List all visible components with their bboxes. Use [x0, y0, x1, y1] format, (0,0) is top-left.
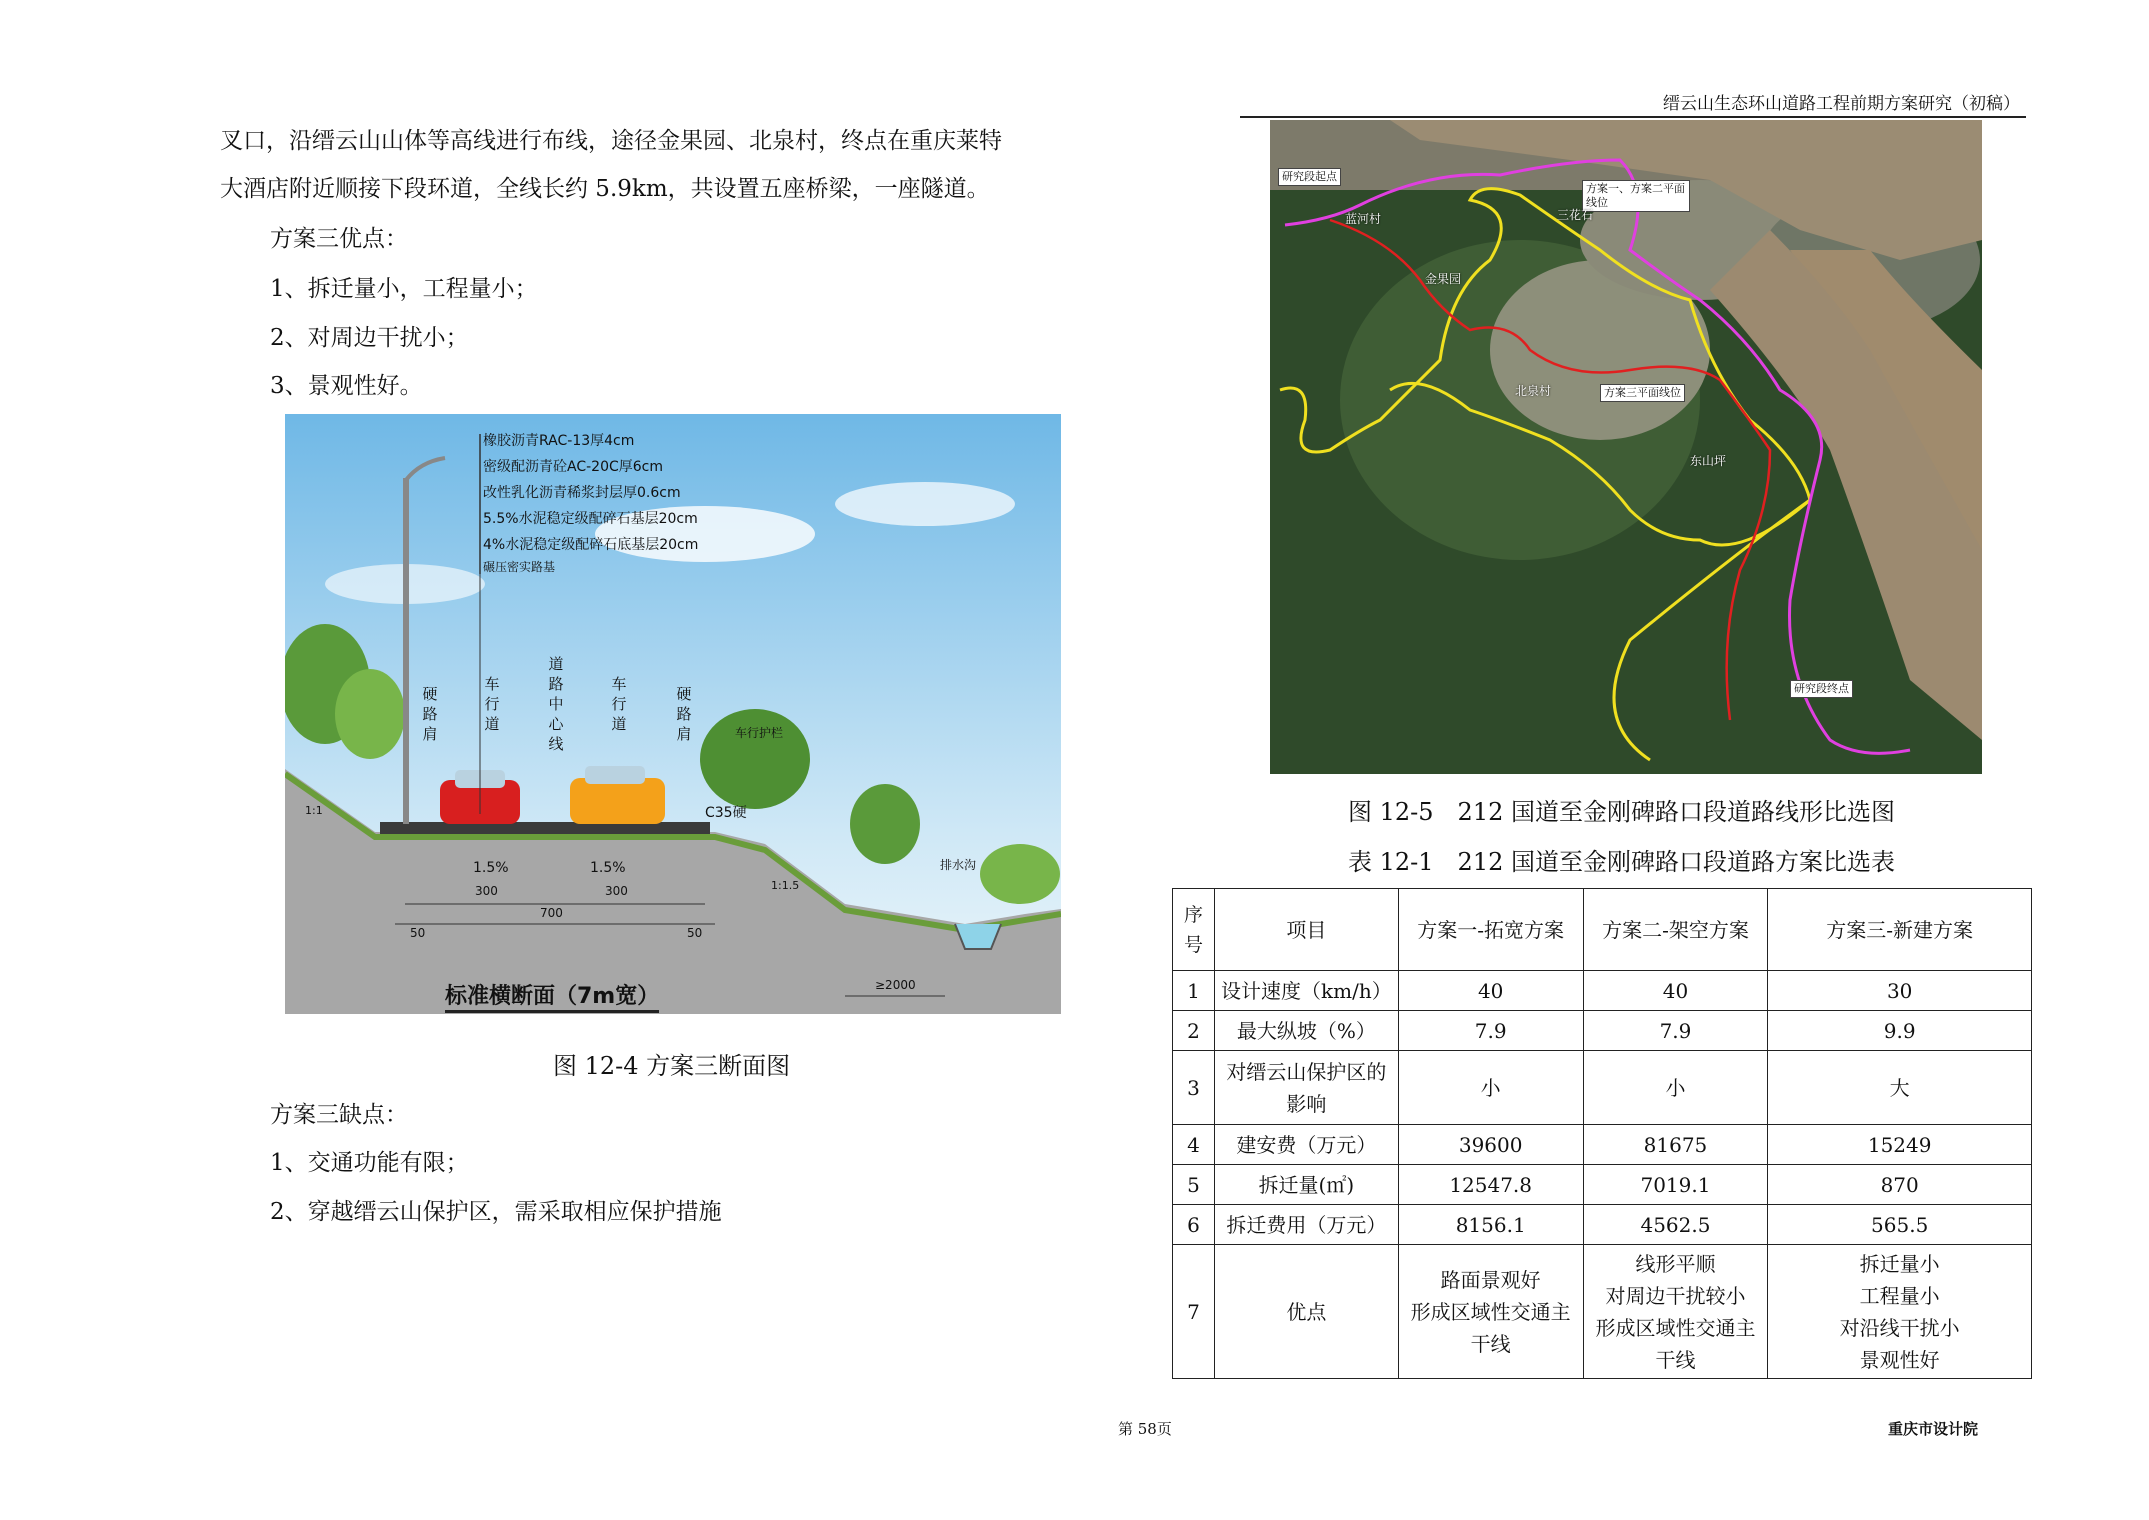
- table-cell: 7.9: [1583, 1011, 1768, 1051]
- disadvantages-title: 方案三缺点：: [270, 1102, 408, 1128]
- route-map-figure: [1270, 120, 1982, 774]
- map-place: 蓝河村: [1345, 212, 1382, 226]
- table-cell: 小: [1583, 1051, 1768, 1125]
- layer-label: 橡胶沥青RAC-13厚4cm: [483, 433, 635, 449]
- table-cell: 15249: [1768, 1125, 2032, 1165]
- layer-label: 碾压密实路基: [483, 560, 556, 574]
- layer-label: 5.5%水泥稳定级配碎石基层20cm: [483, 511, 698, 527]
- cross-section-figure: [285, 414, 1061, 1014]
- map-place: 东山坪: [1690, 454, 1727, 468]
- table-cell: 7019.1: [1583, 1165, 1768, 1205]
- table-row: [1173, 1205, 2032, 1245]
- page-header: [1240, 86, 2026, 118]
- table-cell: 565.5: [1768, 1205, 2032, 1245]
- advantage-item: 3、景观性好。: [270, 373, 423, 399]
- disadvantage-item: 2、穿越缙云山保护区，需采取相应保护措施: [270, 1199, 722, 1225]
- table-cell: 40: [1583, 971, 1768, 1011]
- table-cell: 线形平顺 对周边干扰较小 形成区域性交通主干线: [1583, 1245, 1768, 1379]
- layer-label: 4%水泥稳定级配碎石底基层20cm: [483, 537, 699, 553]
- dimension-label: 50: [410, 926, 426, 940]
- advantage-item: 2、对周边干扰小；: [270, 325, 469, 351]
- table-cell: 6: [1173, 1205, 1215, 1245]
- header-title: 缙云山生态环山道路工程前期方案研究（初稿）: [1663, 94, 2020, 114]
- lane-label: 硬路肩: [676, 685, 692, 743]
- map-label-plan3: 方案三平面线位: [1600, 384, 1685, 402]
- table-cell: 设计速度（km/h）: [1214, 971, 1398, 1011]
- table-cell: 小: [1398, 1051, 1583, 1125]
- map-place: 三花石: [1557, 208, 1594, 222]
- header-cell: 项目: [1214, 889, 1398, 971]
- table-cell: 建安费（万元）: [1214, 1125, 1398, 1165]
- map-label-plan12: 方案一、方案二平面线位: [1582, 180, 1690, 212]
- table-cell: 优点: [1214, 1245, 1398, 1379]
- table-cell: 大: [1768, 1051, 2032, 1125]
- table-caption: 表 12-1 212 国道至金刚碑路口段道路方案比选表: [1348, 848, 1895, 876]
- lane-label: 车行道: [611, 675, 627, 733]
- table-cell: 5: [1173, 1165, 1215, 1205]
- table-cell: 81675: [1583, 1125, 1768, 1165]
- advantage-item: 1、拆迁量小，工程量小；: [270, 276, 538, 302]
- disadvantage-item: 1、交通功能有限；: [270, 1150, 469, 1176]
- paragraph-line: 大酒店附近顺接下段环道，全线长约 5.9km，共设置五座桥梁，一座隧道。: [220, 176, 990, 202]
- lane-label: 车行道: [484, 675, 500, 733]
- lane-label: 道路中心线: [548, 655, 564, 753]
- header-cell: 方案二-架空方案: [1583, 889, 1768, 971]
- table-cell: 39600: [1398, 1125, 1583, 1165]
- layer-label: 改性乳化沥青稀浆封层厚0.6cm: [483, 485, 681, 501]
- table-cell: 30: [1768, 971, 2032, 1011]
- table-cell: 拆迁量小 工程量小 对沿线干扰小 景观性好: [1768, 1245, 2032, 1379]
- table-cell: 1: [1173, 971, 1215, 1011]
- paragraph-line: 叉口，沿缙云山山体等高线进行布线，途径金果园、北泉村，终点在重庆莱特: [220, 128, 1002, 154]
- table-cell: 拆迁量(㎡): [1214, 1165, 1398, 1205]
- drain-label: 排水沟: [940, 858, 977, 872]
- table-row: [1173, 1165, 2032, 1205]
- slope-right-label: 1:1.5: [771, 879, 800, 892]
- table-cell: 870: [1768, 1165, 2032, 1205]
- guardrail-label: 车行护栏: [735, 726, 784, 740]
- section-title: 标准横断面（7m宽）: [445, 979, 659, 1013]
- table-cell: 4562.5: [1583, 1205, 1768, 1245]
- table-cell: 2: [1173, 1011, 1215, 1051]
- map-caption: 图 12-5 212 国道至金刚碑路口段道路线形比选图: [1348, 798, 1895, 826]
- table-row: [1173, 1125, 2032, 1165]
- map-place: 金果园: [1425, 272, 1462, 286]
- footer-org: 重庆市设计院: [1888, 1420, 1979, 1438]
- table-cell: 拆迁费用（万元）: [1214, 1205, 1398, 1245]
- grade-left-label: 1.5%: [473, 860, 509, 876]
- header-cell: 序号: [1173, 889, 1215, 971]
- advantages-title: 方案三优点：: [270, 226, 408, 252]
- map-label-end: 研究段终点: [1790, 680, 1853, 698]
- dimension-label: 700: [540, 906, 563, 920]
- dimension-label: ≥2000: [875, 978, 916, 992]
- table-cell: 4: [1173, 1125, 1215, 1165]
- table-cell: 路面景观好 形成区域性交通主干线: [1398, 1245, 1583, 1379]
- header-cell: 方案一-拓宽方案: [1398, 889, 1583, 971]
- table-cell: 7.9: [1398, 1011, 1583, 1051]
- slope-left-label: 1:1: [305, 804, 323, 817]
- table-cell: 7: [1173, 1245, 1215, 1379]
- map-place: 北泉村: [1515, 384, 1552, 398]
- lane-label: 硬路肩: [422, 685, 438, 743]
- table-cell: 8156.1: [1398, 1205, 1583, 1245]
- table-cell: 对缙云山保护区的影响: [1214, 1051, 1398, 1125]
- table-cell: 最大纵坡（%）: [1214, 1011, 1398, 1051]
- cross-section-drawing: [285, 414, 1061, 1014]
- table-cell: 3: [1173, 1051, 1215, 1125]
- figure-caption: 图 12-4 方案三断面图: [553, 1052, 791, 1080]
- dimension-label: 300: [605, 884, 628, 898]
- c35-label: C35硬: [705, 805, 747, 821]
- table-row: [1173, 971, 2032, 1011]
- table-row: [1173, 1011, 2032, 1051]
- map-label-start: 研究段起点: [1278, 168, 1341, 186]
- comparison-table: [1172, 888, 2032, 1379]
- table-cell: 12547.8: [1398, 1165, 1583, 1205]
- table-row: [1173, 1245, 2032, 1379]
- dimension-label: 300: [475, 884, 498, 898]
- grade-right-label: 1.5%: [590, 860, 626, 876]
- layer-label: 密级配沥青砼AC-20C厚6cm: [483, 459, 663, 475]
- header-cell: 方案三-新建方案: [1768, 889, 2032, 971]
- table-cell: 9.9: [1768, 1011, 2032, 1051]
- page-number: 第 58页: [1118, 1420, 1172, 1438]
- table-header-row: [1173, 889, 2032, 971]
- dimension-label: 50: [687, 926, 703, 940]
- table-row: [1173, 1051, 2032, 1125]
- table-cell: 40: [1398, 971, 1583, 1011]
